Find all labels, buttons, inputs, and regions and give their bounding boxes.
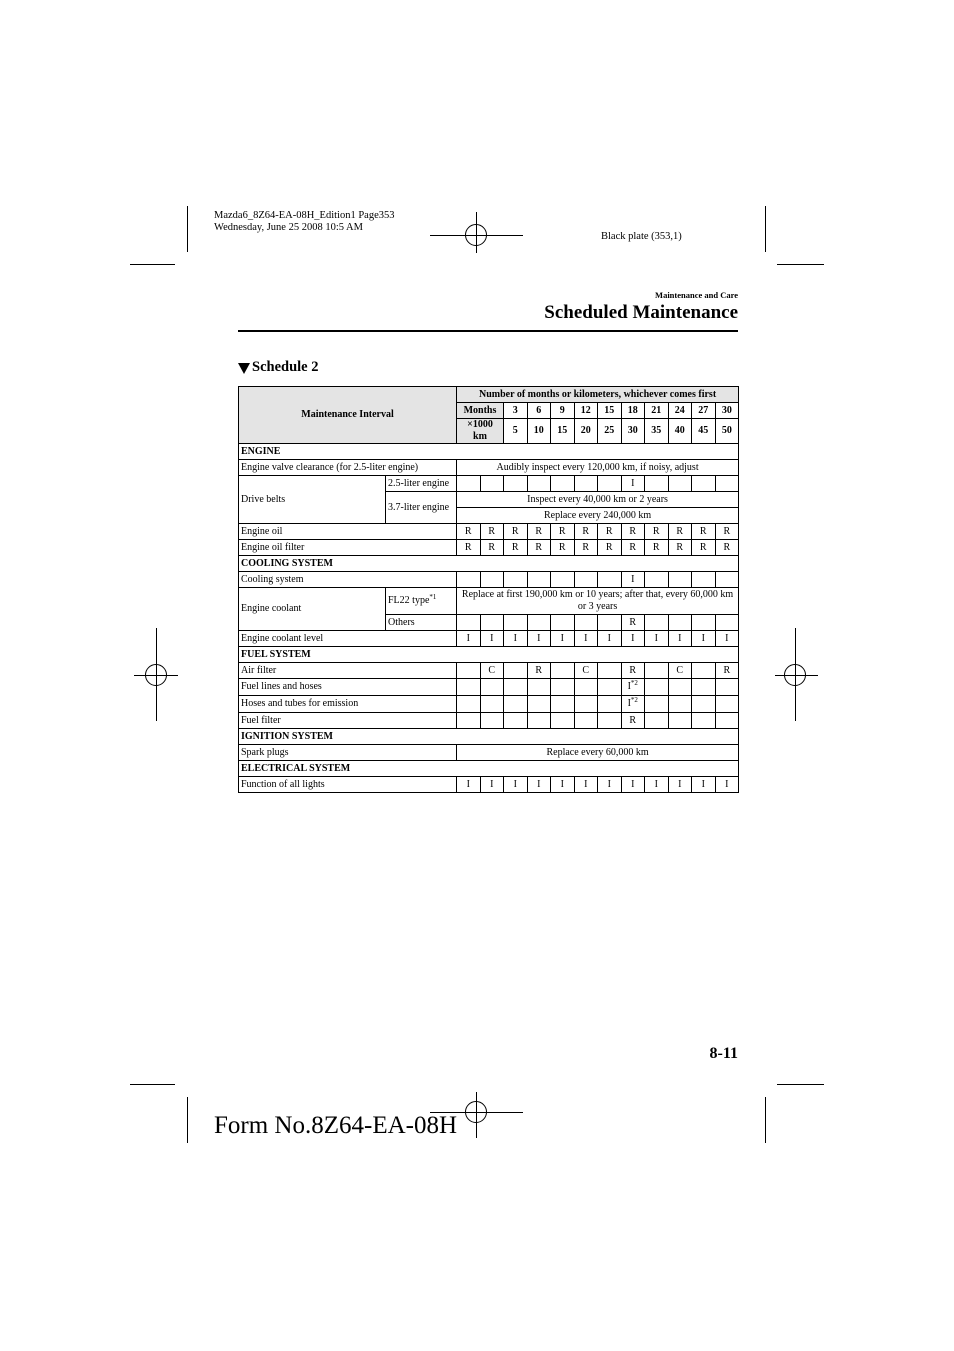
schedule-cell (715, 696, 739, 713)
schedule-cell (527, 476, 551, 492)
schedule-cell (457, 696, 481, 713)
month-cell: 24 (668, 403, 692, 419)
month-cell: 18 (621, 403, 645, 419)
sub-item-label: Others (386, 615, 457, 631)
section-label: Maintenance and Care (655, 290, 738, 300)
schedule-cell: R (551, 540, 575, 556)
schedule-cell: R (668, 524, 692, 540)
schedule-cell: R (715, 540, 739, 556)
schedule-cell (551, 679, 575, 696)
schedule-cell (527, 679, 551, 696)
schedule-cell: R (574, 540, 598, 556)
title-rule (238, 330, 738, 332)
print-plate-label: Black plate (353,1) (601, 231, 682, 242)
schedule-cell: I (645, 777, 669, 793)
schedule-cell (480, 696, 504, 713)
schedule-cell: R (598, 540, 622, 556)
crop-mark-bottom-left-vertical (187, 1097, 188, 1143)
months-label: Months (457, 403, 504, 419)
km-cell: 30 (621, 419, 645, 444)
schedule-cell: C (574, 663, 598, 679)
schedule-cell: I (457, 777, 481, 793)
km-cell: 45 (692, 419, 716, 444)
km-cell: 40 (668, 419, 692, 444)
schedule-cell (457, 615, 481, 631)
item-label: Fuel filter (239, 713, 457, 729)
schedule-cell (574, 572, 598, 588)
schedule-cell (692, 615, 716, 631)
schedule-cell: I (645, 631, 669, 647)
item-label: Hoses and tubes for emission (239, 696, 457, 713)
month-cell: 21 (645, 403, 669, 419)
schedule-cell (598, 679, 622, 696)
schedule-cell (621, 696, 645, 713)
schedule-cell: R (504, 540, 528, 556)
item-note: Replace at first 190,000 km or 10 years; after that, every 60,000 km or 3 years (457, 588, 739, 615)
footnote-marker: *1 (429, 593, 437, 601)
schedule-cell (574, 476, 598, 492)
schedule-cell: R (645, 540, 669, 556)
item-note: Inspect every 40,000 km or 2 years (457, 492, 739, 508)
schedule-cell: R (457, 524, 481, 540)
item-label: Engine oil filter (239, 540, 457, 556)
section-title: FUEL SYSTEM (239, 647, 739, 663)
month-cell: 12 (574, 403, 598, 419)
crop-mark-bottom-left-horizontal (130, 1084, 175, 1085)
schedule-cell: I (668, 631, 692, 647)
schedule-cell: R (692, 540, 716, 556)
item-note: Replace every 60,000 km (457, 745, 739, 761)
schedule-cell (668, 615, 692, 631)
schedule-cell: R (527, 540, 551, 556)
schedule-cell: I (527, 777, 551, 793)
table-row (239, 777, 739, 793)
schedule-cell (457, 572, 481, 588)
table-row (239, 713, 739, 729)
schedule-cell (504, 615, 528, 631)
month-cell: 15 (598, 403, 622, 419)
schedule-cell: I (551, 777, 575, 793)
schedule-cell: R (621, 524, 645, 540)
schedule-cell (668, 713, 692, 729)
item-label: Engine oil (239, 524, 457, 540)
schedule-cell (527, 572, 551, 588)
month-cell: 30 (715, 403, 739, 419)
schedule-cell: R (527, 524, 551, 540)
schedule-cell (645, 679, 669, 696)
schedule-cell: I (621, 631, 645, 647)
item-note: Audibly inspect every 120,000 km, if noisy, adjust (457, 460, 739, 476)
km-label: ×1000 km (457, 419, 504, 444)
month-cell: 9 (551, 403, 575, 419)
schedule-cell: I (715, 631, 739, 647)
km-cell: 35 (645, 419, 669, 444)
schedule-cell: C (480, 663, 504, 679)
sub-item-text: FL22 type (388, 595, 430, 606)
schedule-cell: C (668, 663, 692, 679)
schedule-cell: I (621, 572, 645, 588)
schedule-cell (551, 572, 575, 588)
schedule-cell (668, 476, 692, 492)
schedule-cell (645, 663, 669, 679)
section-row-electrical (239, 761, 739, 777)
schedule-cell (551, 476, 575, 492)
item-label: Engine coolant level (239, 631, 457, 647)
crop-mark-bottom-right-horizontal (777, 1084, 824, 1085)
section-title: IGNITION SYSTEM (239, 729, 739, 745)
schedule-cell (504, 713, 528, 729)
schedule-cell (645, 572, 669, 588)
schedule-cell (527, 615, 551, 631)
km-cell: 10 (527, 419, 551, 444)
section-row-ignition (239, 729, 739, 745)
schedule-cell (480, 476, 504, 492)
schedule-cell (598, 572, 622, 588)
schedule-cell (480, 572, 504, 588)
schedule-cell: R (621, 663, 645, 679)
section-title: ELECTRICAL SYSTEM (239, 761, 739, 777)
schedule-cell: R (692, 524, 716, 540)
month-cell: 6 (527, 403, 551, 419)
schedule-cell (480, 679, 504, 696)
km-cell: 5 (504, 419, 528, 444)
schedule-cell: R (457, 540, 481, 556)
crop-mark-top-right-horizontal (777, 264, 824, 265)
schedule-value: I (627, 681, 631, 692)
schedule-cell (668, 679, 692, 696)
schedule-cell (715, 679, 739, 696)
footnote-marker: *2 (630, 679, 638, 687)
schedule-cell: R (504, 524, 528, 540)
schedule-heading-text: Schedule 2 (252, 359, 319, 375)
table-row (239, 460, 739, 476)
schedule-cell (645, 713, 669, 729)
item-label: Cooling system (239, 572, 457, 588)
table-row (239, 540, 739, 556)
schedule-cell: I (692, 777, 716, 793)
table-row (239, 696, 739, 713)
schedule-cell: I (692, 631, 716, 647)
schedule-cell: R (621, 540, 645, 556)
table-header-row (239, 387, 739, 403)
schedule-cell: R (668, 540, 692, 556)
schedule-cell (551, 615, 575, 631)
schedule-cell (551, 663, 575, 679)
schedule-cell: R (645, 524, 669, 540)
month-cell: 3 (504, 403, 528, 419)
schedule-cell (645, 696, 669, 713)
table-row (239, 679, 739, 696)
maintenance-schedule-table (238, 386, 739, 793)
month-cell: 27 (692, 403, 716, 419)
schedule-cell: R (480, 524, 504, 540)
page-number: 8-11 (709, 1045, 738, 1062)
table-row (239, 572, 739, 588)
schedule-cell: I (621, 476, 645, 492)
item-note: Replace every 240,000 km (457, 508, 739, 524)
schedule-cell (457, 663, 481, 679)
schedule-cell (504, 696, 528, 713)
section-title: ENGINE (239, 444, 739, 460)
maintenance-interval-header: Maintenance Interval (239, 387, 457, 444)
schedule-cell (480, 615, 504, 631)
schedule-cell (504, 663, 528, 679)
section-title: COOLING SYSTEM (239, 556, 739, 572)
schedule-cell (598, 713, 622, 729)
item-label: Spark plugs (239, 745, 457, 761)
schedule-cell: R (621, 713, 645, 729)
schedule-cell (527, 696, 551, 713)
schedule-value: I (627, 698, 631, 709)
schedule-cell (668, 696, 692, 713)
schedule-cell (692, 572, 716, 588)
schedule-cell (715, 713, 739, 729)
schedule-cell (621, 679, 645, 696)
crop-mark-top-left-vertical (187, 206, 188, 252)
print-date-line: Wednesday, June 25 2008 10:5 AM (214, 222, 363, 233)
triangle-down-icon (238, 363, 250, 374)
item-label: Engine coolant (239, 588, 386, 631)
sub-item-label: 3.7-liter engine (386, 492, 457, 524)
schedule-cell (551, 696, 575, 713)
table-row (239, 524, 739, 540)
schedule-cell (692, 713, 716, 729)
crop-mark-bottom-right-vertical (765, 1097, 766, 1143)
section-row-cooling (239, 556, 739, 572)
schedule-cell: I (574, 777, 598, 793)
schedule-cell (598, 663, 622, 679)
schedule-cell: I (668, 777, 692, 793)
schedule-cell (692, 476, 716, 492)
schedule-cell (715, 476, 739, 492)
schedule-cell (574, 713, 598, 729)
schedule-cell (598, 476, 622, 492)
item-label: Air filter (239, 663, 457, 679)
schedule-cell: R (598, 524, 622, 540)
schedule-cell: I (598, 631, 622, 647)
schedule-cell (457, 713, 481, 729)
schedule-cell: R (621, 615, 645, 631)
schedule-cell: I (598, 777, 622, 793)
sub-item-label (386, 588, 457, 615)
schedule-cell (457, 679, 481, 696)
schedule-cell (692, 679, 716, 696)
km-cell: 15 (551, 419, 575, 444)
schedule-cell (668, 572, 692, 588)
schedule-cell: R (574, 524, 598, 540)
schedule-cell: R (527, 663, 551, 679)
crop-mark-top-right-vertical (765, 206, 766, 252)
schedule-cell (527, 713, 551, 729)
schedule-cell (480, 713, 504, 729)
item-label: Function of all lights (239, 777, 457, 793)
schedule-cell (692, 696, 716, 713)
schedule-cell (692, 663, 716, 679)
km-cell: 25 (598, 419, 622, 444)
schedule-cell: I (504, 631, 528, 647)
schedule-cell: R (551, 524, 575, 540)
schedule-cell: I (551, 631, 575, 647)
schedule-cell (598, 615, 622, 631)
schedule-cell (504, 572, 528, 588)
interval-description-header: Number of months or kilometers, whichever comes first (457, 387, 739, 403)
schedule-cell (574, 696, 598, 713)
schedule-cell (504, 679, 528, 696)
schedule-cell: I (480, 777, 504, 793)
table-row (239, 745, 739, 761)
footnote-marker: *2 (630, 696, 638, 704)
section-row-fuel (239, 647, 739, 663)
print-file-line: Mazda6_8Z64-EA-08H_Edition1 Page353 (214, 210, 395, 221)
schedule-cell: I (574, 631, 598, 647)
schedule-cell (457, 476, 481, 492)
schedule-cell: I (504, 777, 528, 793)
schedule-cell: R (715, 524, 739, 540)
schedule-cell (574, 615, 598, 631)
table-row (239, 663, 739, 679)
schedule-cell (504, 476, 528, 492)
schedule-cell (645, 476, 669, 492)
sub-item-label: 2.5-liter engine (386, 476, 457, 492)
schedule-heading (238, 359, 318, 376)
schedule-cell (598, 696, 622, 713)
table-row (239, 588, 739, 615)
table-row (239, 631, 739, 647)
schedule-cell: I (457, 631, 481, 647)
schedule-cell (645, 615, 669, 631)
km-cell: 50 (715, 419, 739, 444)
schedule-cell: R (480, 540, 504, 556)
table-row (239, 476, 739, 492)
item-label: Engine valve clearance (for 2.5-liter engine) (239, 460, 457, 476)
page-title: Scheduled Maintenance (544, 302, 738, 323)
item-label: Drive belts (239, 476, 386, 524)
schedule-cell (715, 572, 739, 588)
schedule-cell (715, 615, 739, 631)
form-number: Form No.8Z64-EA-08H (214, 1112, 458, 1139)
schedule-cell: I (480, 631, 504, 647)
section-row-engine (239, 444, 739, 460)
item-label: Fuel lines and hoses (239, 679, 457, 696)
crop-mark-top-left-horizontal (130, 264, 175, 265)
schedule-cell: I (527, 631, 551, 647)
km-cell: 20 (574, 419, 598, 444)
schedule-cell (551, 713, 575, 729)
schedule-cell (574, 679, 598, 696)
schedule-cell: I (715, 777, 739, 793)
schedule-cell: R (715, 663, 739, 679)
schedule-cell: I (621, 777, 645, 793)
